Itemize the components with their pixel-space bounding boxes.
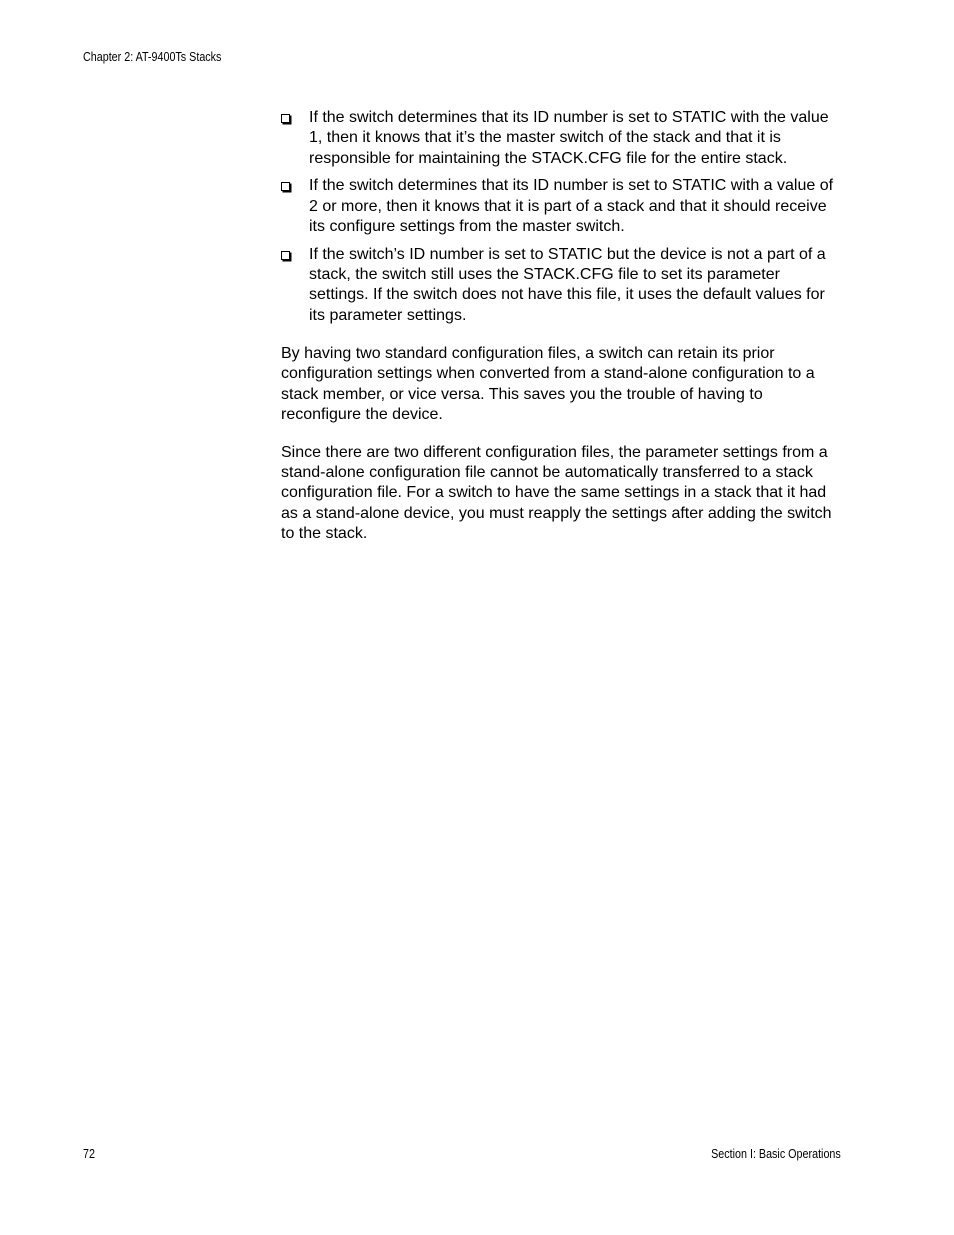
bullet-item bbox=[281, 176, 843, 237]
checkbox-square-icon bbox=[281, 114, 290, 123]
footer-section-title: Section I: Basic Operations bbox=[711, 1147, 841, 1161]
checkbox-square-icon bbox=[281, 251, 290, 260]
bullet-item bbox=[281, 108, 843, 169]
bullet-list bbox=[281, 108, 843, 326]
bullet-text: If the switch determines that its ID number is set to STATIC with the value 1, then it knows that it’s the master switch of the stack and that it is responsible for maintaining the STACK.CFG file for the entire stack. bbox=[309, 109, 829, 167]
body-paragraph: By having two standard configuration files, a switch can retain its prior configuration settings when converted from a stand-alone configuration to a stack member, or vice versa. This saves you the trouble of having to reconfigure the device. bbox=[281, 344, 815, 423]
running-head-chapter-title: Chapter 2: AT-9400Ts Stacks bbox=[83, 50, 222, 64]
footer-page-number: 72 bbox=[83, 1147, 95, 1161]
body-paragraph: Since there are two different configuration files, the parameter settings from a stand-alone configuration file cannot be automatically transferred to a stack configuration file. For a switch to have the same settings in a stack that it had as a stand-alone device, you must reapply the settings after adding the switch to the stack. bbox=[281, 443, 832, 542]
checkbox-square-icon bbox=[281, 182, 290, 191]
page-body bbox=[281, 108, 843, 544]
bullet-text: If the switch determines that its ID number is set to STATIC with a value of 2 or more, then it knows that it is part of a stack and that it should receive its configure settings from the master switch. bbox=[309, 177, 834, 235]
bullet-item bbox=[281, 245, 843, 326]
bullet-text: If the switch’s ID number is set to STATIC but the device is not a part of a stack, the switch still uses the STACK.CFG file to set its parameter settings. If the switch does not have this file, it uses the default values for its parameter settings. bbox=[309, 245, 826, 324]
